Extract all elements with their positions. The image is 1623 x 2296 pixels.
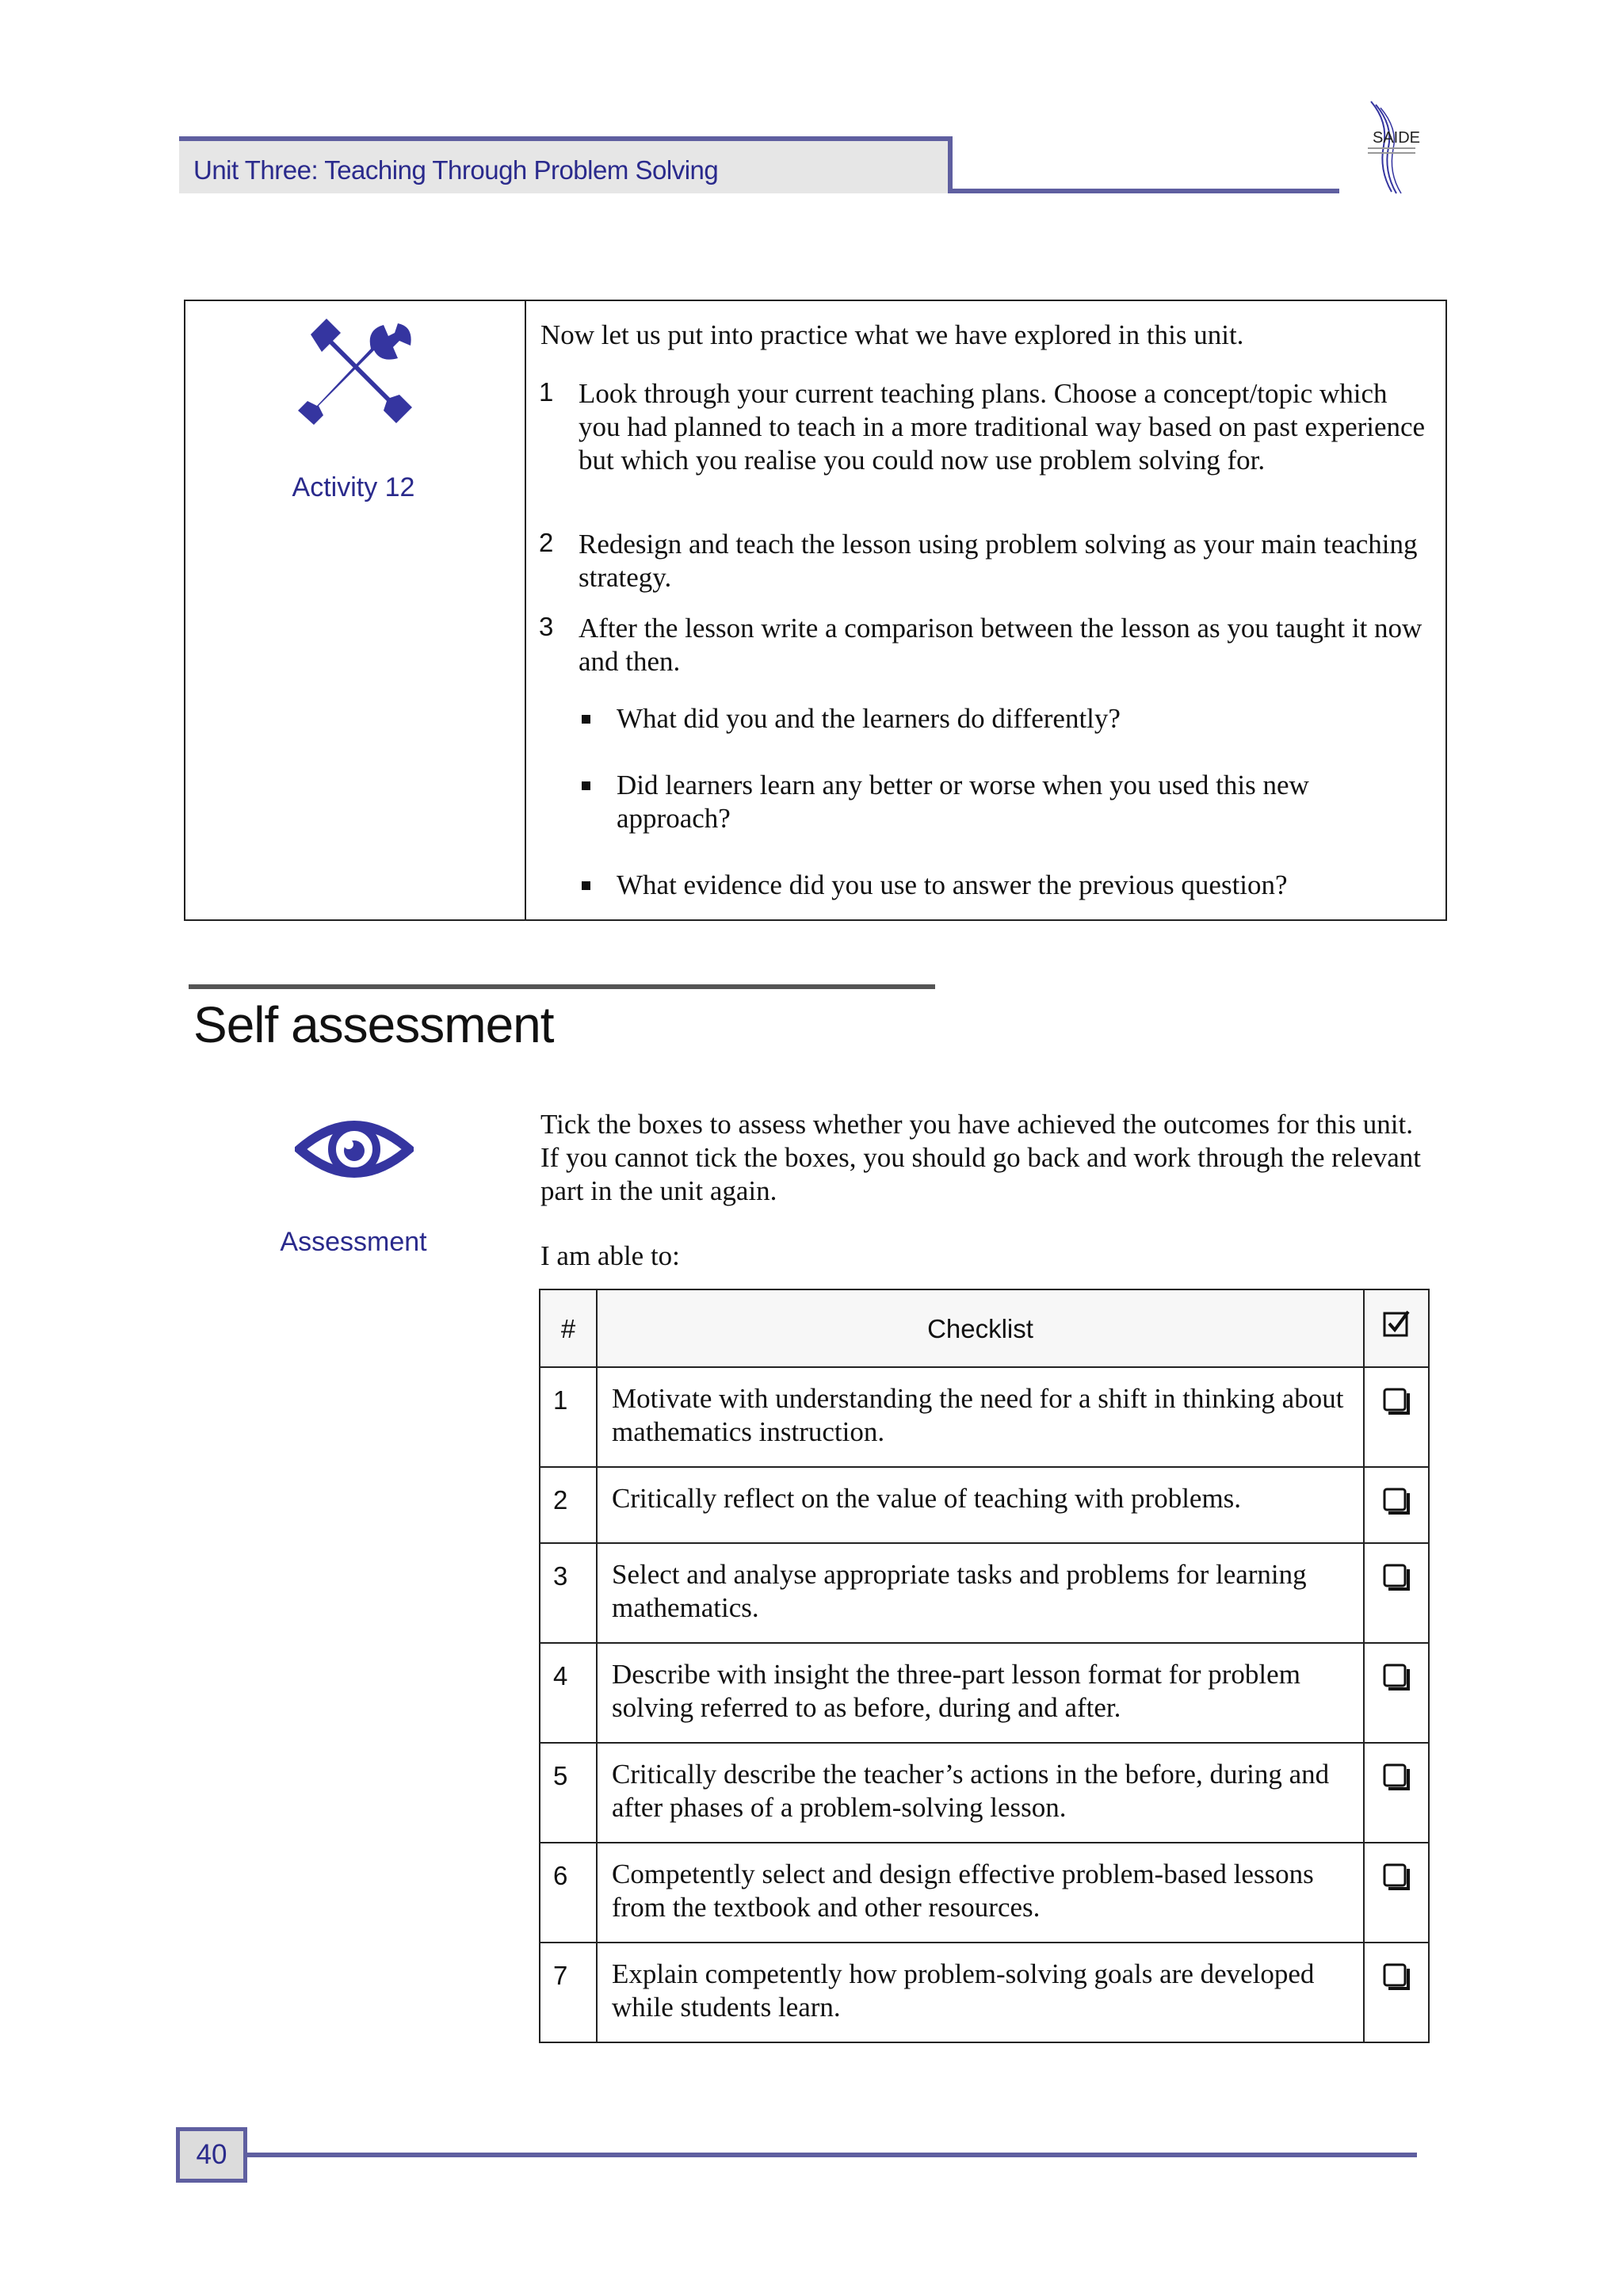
activity-label: Activity 12 <box>292 472 415 502</box>
checkbox[interactable] <box>1382 1962 1411 1991</box>
checklist-table <box>539 1289 1430 2043</box>
row-text: Describe with insight the three-part lesson format for problem solving referred to as before, during and after. <box>612 1659 1300 1723</box>
header-cell <box>1364 1289 1429 1367</box>
bullet-text: What evidence did you use to answer the previous question? <box>617 869 1288 900</box>
table-row <box>540 1843 1429 1943</box>
row-text: Competently select and design effective problem-based lessons from the textbook and other resources. <box>612 1859 1314 1923</box>
bullet-square <box>582 781 590 790</box>
table-row <box>540 1543 1429 1643</box>
header-title: Unit Three: Teaching Through Problem Solving <box>193 155 719 185</box>
row-number: 3 <box>553 1561 568 1591</box>
row-text: Select and analyse appropriate tasks and problems for learning mathematics. <box>612 1559 1307 1623</box>
eye-icon <box>295 1110 414 1189</box>
step-number: 3 <box>539 612 554 641</box>
checkbox[interactable] <box>1382 1563 1411 1591</box>
row-number: 5 <box>553 1761 568 1790</box>
activity-intro: Now let us put into practice what we have explored in this unit. <box>540 319 1244 350</box>
col-checklist-header: Checklist <box>927 1314 1033 1343</box>
page-number: 40 <box>176 2127 247 2183</box>
row-text: Explain competently how problem-solving goals are developed while students learn. <box>612 1958 1315 2023</box>
header-rule <box>948 189 1339 193</box>
row-number: 2 <box>553 1485 568 1515</box>
row-number: 4 <box>553 1661 568 1690</box>
step-number: 2 <box>539 528 554 557</box>
checkbox[interactable] <box>1382 1487 1411 1515</box>
section-rule <box>189 984 935 989</box>
row-number: 6 <box>553 1861 568 1890</box>
activity-divider <box>525 301 526 919</box>
row-text: Critically describe the teacher’s actions in the before, during and after phases of a problem-solving lesson. <box>612 1759 1330 1823</box>
table-row <box>540 1743 1429 1843</box>
bullet-text: Did learners learn any better or worse when you used this new approach? <box>617 770 1309 834</box>
table-header-row <box>540 1289 1429 1367</box>
header-cell <box>540 1289 597 1367</box>
row-text: Motivate with understanding the need for a shift in thinking about mathematics instruction. <box>612 1383 1344 1447</box>
logo-text: SAIDE <box>1373 129 1421 147</box>
assessment-label: Assessment <box>280 1227 427 1257</box>
footer-rule <box>247 2153 1417 2157</box>
bullet-text: What did you and the learners do differently? <box>617 703 1121 734</box>
tools-icon <box>295 319 414 430</box>
checkbox[interactable] <box>1382 1387 1411 1415</box>
able-to-text: I am able to: <box>540 1240 680 1271</box>
header-cell <box>597 1289 1364 1367</box>
section-title: Self assessment <box>193 996 554 1053</box>
row-number: 7 <box>553 1961 568 1990</box>
saide-logo-icon <box>1357 98 1428 197</box>
checkbox[interactable] <box>1382 1862 1411 1891</box>
table-row <box>540 1367 1429 1467</box>
checkbox[interactable] <box>1382 1663 1411 1691</box>
bullet-square <box>582 715 590 724</box>
step-number: 1 <box>539 377 554 407</box>
checkbox[interactable] <box>1382 1763 1411 1791</box>
step-text: Redesign and teach the lesson using problem solving as your main teaching strategy. <box>579 529 1418 593</box>
table-row <box>540 1467 1429 1543</box>
row-text: Critically reflect on the value of teaching with problems. <box>612 1483 1242 1514</box>
checked-box-icon <box>1382 1309 1411 1338</box>
col-num-header: # <box>560 1314 576 1343</box>
table-row <box>540 1943 1429 2042</box>
table-row <box>540 1643 1429 1743</box>
row-number: 1 <box>553 1385 568 1415</box>
step-text: After the lesson write a comparison between the lesson as you taught it now and then. <box>579 613 1423 677</box>
assessment-intro: Tick the boxes to assess whether you have achieved the outcomes for this unit. If you cannot tick the boxes, you should go back and work through the relevant part in the unit again. <box>540 1109 1421 1206</box>
bullet-square <box>582 881 590 890</box>
step-text: Look through your current teaching plans. Choose a concept/topic which you had planned to teach in a more traditional way based on past experience but which you realise you could now use problem solving for. <box>579 378 1426 476</box>
